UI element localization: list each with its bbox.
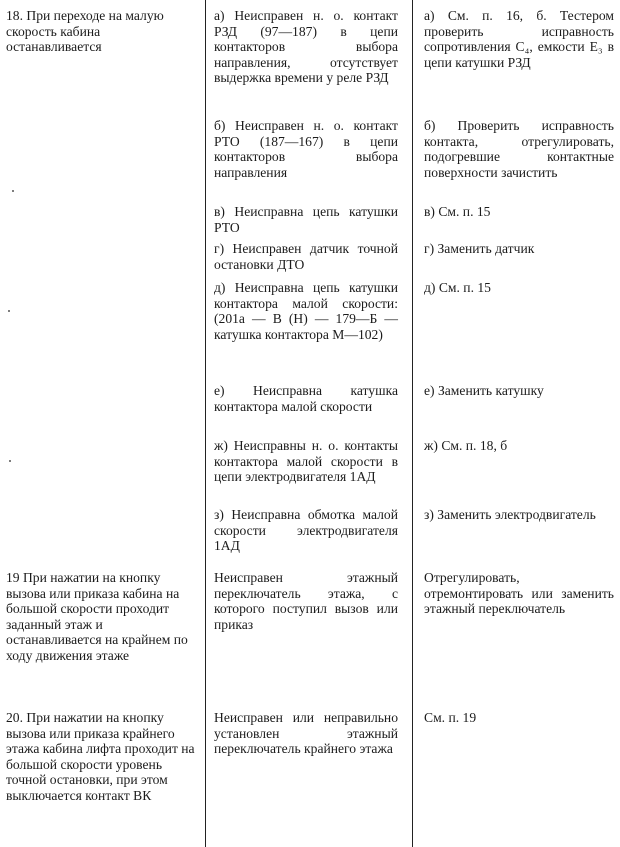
cause-18b: б) Неисправен н. о. контакт РТО (187—167) в цепи контакторов выбора направления <box>214 118 398 180</box>
cause-18v: в) Неисправна цепь катушки РТО <box>214 204 398 235</box>
print-speck <box>12 190 14 192</box>
problem-19: 19 При нажатии на кнопку вызова или приказа кабина на большой скорости проходит заданный этаж и останавливается на крайнем по ходу движения этаже <box>6 570 188 663</box>
cause-18a: а) Неисправен н. о. контакт РЗД (97—187) в цепи контакторов выбора направления, отсутствует выдержка времени у реле РЗД <box>214 8 398 86</box>
remedy-18e: е) Заменить катушку <box>424 383 544 398</box>
cause-18d: д) Неисправна цепь катушки контактора малой скорости: (201а — В (Н) — 179—Б — катушка контактора М—102) <box>214 280 398 342</box>
cause-20: Неисправен или неправильно установлен этажный переключатель крайнего этажа <box>214 710 398 757</box>
cause-19: Неисправен этажный переключатель этажа, с которого поступил вызов или приказ <box>214 570 398 632</box>
remedy-18z: з) Заменить электродвигатель <box>424 507 596 522</box>
remedy-18zh: ж) См. п. 18, б <box>424 438 508 453</box>
remedy-18d: д) См. п. 15 <box>424 280 491 295</box>
remedy-20: См. п. 19 <box>424 710 477 725</box>
cause-18g: г) Неисправен датчик точной остановки ДТО <box>214 241 398 272</box>
column-divider-1 <box>205 0 206 847</box>
cause-18e: е) Неисправна катушка контактора малой скорости <box>214 383 398 414</box>
print-speck <box>8 310 10 312</box>
remedy-18b: б) Проверить исправность контакта, отрегулировать, подогревшие контактные поверхности зачистить <box>424 118 614 180</box>
column-divider-2 <box>412 0 413 847</box>
remedy-18a: а) См. п. 16, б. Тестером проверить исправность сопротивления C₄, емкости E₃ в цепи катушки РЗД <box>424 8 614 70</box>
problem-20: 20. При нажатии на кнопку вызова или приказа крайнего этажа кабина лифта проходит на большой скорости уровень точной остановки, при этом выключается контакт ВК <box>6 710 195 803</box>
cause-18z: з) Неисправна обмотка малой скорости электродвигателя 1АД <box>214 507 398 554</box>
remedy-18v: в) См. п. 15 <box>424 204 491 219</box>
problem-18: 18. При переходе на малую скорость кабина останавливается <box>6 8 164 55</box>
remedy-19: Отрегулировать, отремонтировать или заменить этажный переключатель <box>424 570 614 617</box>
cause-18zh: ж) Неисправны н. о. контакты контактора малой скорости в цепи электродвигателя 1АД <box>214 438 398 485</box>
print-speck <box>9 460 11 462</box>
remedy-18g: г) Заменить датчик <box>424 241 535 256</box>
